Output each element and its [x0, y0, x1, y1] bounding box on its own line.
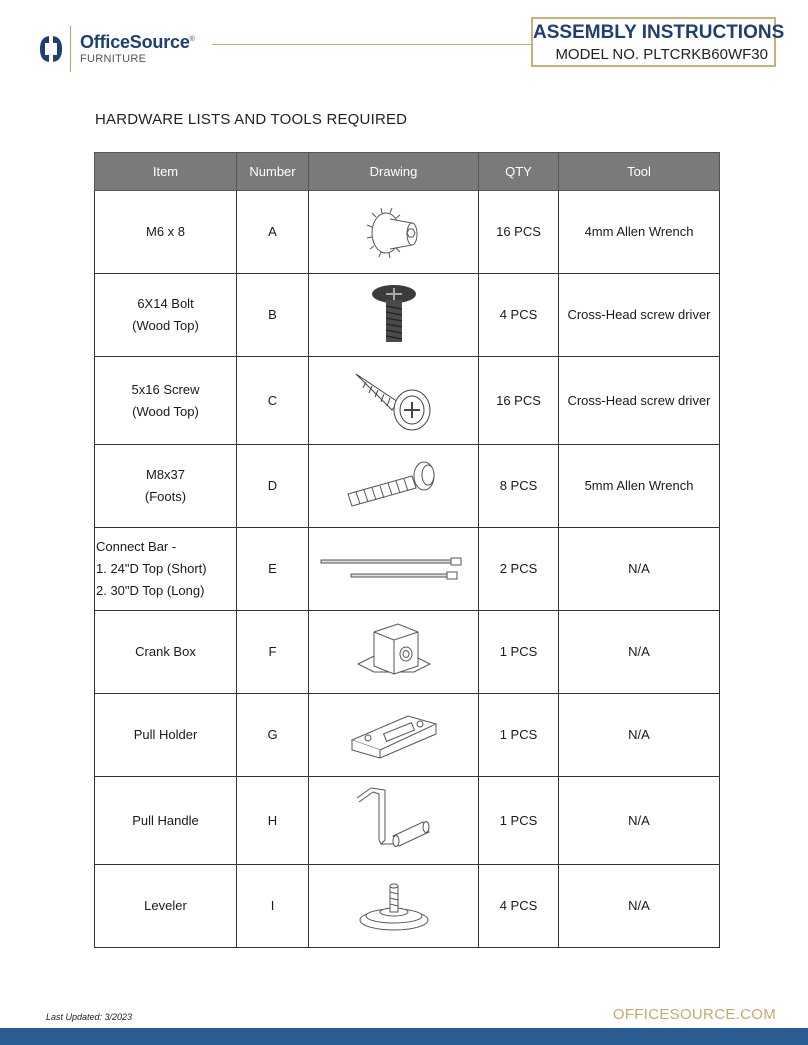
item-name: Pull Holder — [133, 727, 198, 742]
long-bolt-icon — [342, 456, 446, 516]
officesource-logo-icon — [38, 34, 64, 64]
drawing-cell — [309, 694, 479, 777]
section-title: HARDWARE LISTS AND TOOLS REQUIRED — [95, 111, 408, 128]
website-link[interactable]: OFFICESOURCE.COM — [612, 1006, 776, 1023]
item-name: Connect Bar - — [96, 539, 177, 554]
item-note: 2. 30"D Top (Long) — [96, 583, 205, 598]
footer-bar — [0, 1028, 808, 1045]
model-number: MODEL NO. PLTCRKB60WF30 — [555, 46, 768, 63]
crank-box-icon — [354, 620, 434, 684]
item-cell — [95, 865, 237, 948]
qty-cell: 16 PCS — [479, 191, 559, 274]
tool-cell: 5mm Allen Wrench — [559, 445, 720, 528]
item-note: 1. 24"D Top (Short) — [96, 561, 207, 576]
item-note: (Wood Top) — [132, 403, 199, 419]
qty-cell: 16 PCS — [479, 357, 559, 445]
title-box — [531, 17, 785, 67]
number-cell: G — [237, 694, 309, 777]
pull-handle-icon — [349, 784, 439, 858]
qty-cell: 1 PCS — [479, 694, 559, 777]
item-note: (Wood Top) — [132, 318, 199, 333]
table-row — [95, 357, 720, 445]
drawing-cell — [309, 777, 479, 865]
column-header-tool: Tool — [559, 153, 720, 191]
qty-cell: 1 PCS — [479, 611, 559, 694]
tool-cell: N/A — [559, 528, 720, 611]
qty-cell: 4 PCS — [479, 274, 559, 357]
connect-bar-icon — [319, 554, 469, 584]
wood-screw-icon — [348, 368, 440, 434]
brand-subtitle: FURNITURE — [80, 53, 147, 65]
bolt-icon — [364, 282, 424, 348]
table-row — [95, 274, 720, 357]
column-header-item: Item — [95, 153, 237, 191]
number-cell: F — [237, 611, 309, 694]
qty-cell: 4 PCS — [479, 865, 559, 948]
qty-cell: 2 PCS — [479, 528, 559, 611]
item-name: M6 x 8 — [145, 224, 185, 239]
logo-divider — [70, 26, 71, 72]
item-name: 6X14 Bolt — [137, 296, 194, 311]
drawing-cell — [309, 445, 479, 528]
item-cell — [95, 611, 237, 694]
table-row — [95, 191, 720, 274]
brand-name: OfficeSource® — [80, 32, 195, 52]
item-name: Crank Box — [135, 644, 196, 659]
number-cell: H — [237, 777, 309, 865]
tool-cell: N/A — [559, 865, 720, 948]
drawing-cell — [309, 274, 479, 357]
document-title: ASSEMBLY INSTRUCTIONS — [533, 22, 785, 43]
item-cell — [95, 445, 237, 528]
item-cell — [95, 191, 237, 274]
item-cell — [95, 528, 237, 611]
item-name: Leveler — [144, 898, 187, 913]
drawing-cell — [309, 611, 479, 694]
table-header-row — [95, 153, 720, 191]
tool-cell: N/A — [559, 611, 720, 694]
last-updated: Last Updated: 3/2023 — [46, 1012, 133, 1022]
drawing-cell — [309, 865, 479, 948]
column-header-drawing: Drawing — [309, 153, 479, 191]
brand-logo — [38, 26, 218, 74]
drawing-cell — [309, 528, 479, 611]
tool-cell: 4mm Allen Wrench — [559, 191, 720, 274]
item-name: 5x16 Screw — [131, 381, 200, 397]
item-cell — [95, 357, 237, 445]
table-row — [95, 445, 720, 528]
column-header-number: Number — [237, 153, 309, 191]
item-note: (Foots) — [144, 489, 187, 504]
qty-cell: 8 PCS — [479, 445, 559, 528]
tool-cell: N/A — [559, 694, 720, 777]
pull-holder-icon — [348, 710, 440, 760]
number-cell: E — [237, 528, 309, 611]
table-row — [95, 694, 720, 777]
number-cell: I — [237, 865, 309, 948]
item-cell — [95, 777, 237, 865]
drawing-cell — [309, 191, 479, 274]
number-cell: A — [237, 191, 309, 274]
item-cell — [95, 694, 237, 777]
number-cell: B — [237, 274, 309, 357]
table-row — [95, 865, 720, 948]
table-row — [95, 777, 720, 865]
tool-cell: Cross-Head screw driver — [559, 357, 720, 445]
table-row — [95, 528, 720, 611]
tool-cell: N/A — [559, 777, 720, 865]
tool-cell: Cross-Head screw driver — [559, 274, 720, 357]
leveler-icon — [354, 878, 434, 934]
header-rule — [212, 44, 532, 45]
item-name: M8x37 — [145, 467, 186, 482]
item-name: Pull Handle — [132, 812, 199, 828]
item-cell — [95, 274, 237, 357]
column-header-qty: QTY — [479, 153, 559, 191]
table-row — [95, 611, 720, 694]
lock-washer-screw-icon — [354, 201, 434, 263]
number-cell: C — [237, 357, 309, 445]
hardware-table — [94, 152, 720, 948]
qty-cell: 1 PCS — [479, 777, 559, 865]
drawing-cell — [309, 357, 479, 445]
number-cell: D — [237, 445, 309, 528]
